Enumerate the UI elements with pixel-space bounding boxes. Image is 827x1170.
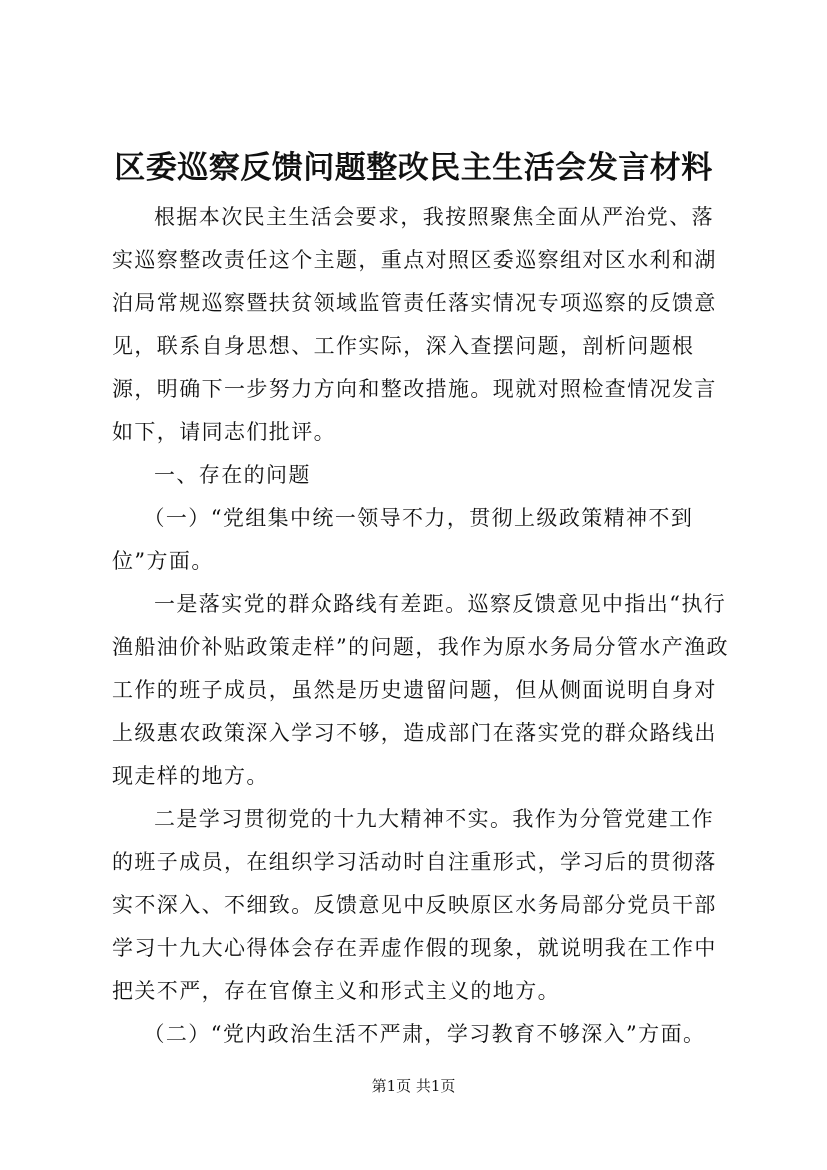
paragraph-point-2: 二是学习贯彻党的十九大精神不实。我作为分管党建工作的班子成员，在组织学习活动时自注重形式，学习后的贯彻落实不深入、不细致。反馈意见中反映原区水务局部分党员干部学习十九大心得体会存在弄虚作假的现象，就说明我在工作中把关不严，存在官僚主义和形式主义的地方。 — [112, 807, 717, 1003]
subsection-heading-2: （二）“党内政治生活不严肃，学习教育不够深入”方面。 — [143, 1022, 706, 1046]
document-title: 区委巡察反馈问题整改民主生活会发言材料 — [114, 150, 713, 186]
page-footer: 第1页 共1页 — [371, 1077, 456, 1095]
document-body — [112, 196, 732, 1056]
section-heading-problems: 一、存在的问题 — [154, 463, 311, 487]
subsection-heading-1: （一）“党组集中统一领导不力，贯彻上级政策精神不到位”方面。 — [112, 506, 694, 573]
paragraph-intro: 根据本次民主生活会要求，我按照聚焦全面从严治党、落实巡察整改责任这个主题，重点对照区委巡察组对区水利和湖泊局常规巡察暨扶贫领域监管责任落实情况专项巡察的反馈意见，联系自身思想、工作实际，深入查摆问题，剖析问题根源，明确下一步努力方向和整改措施。现就对照检查情况发言如下，请同志们批评。 — [112, 205, 717, 444]
paragraph-point-1: 一是落实党的群众路线有差距。巡察反馈意见中指出“执行渔船油价补贴政策走样”的问题，我作为原水务局分管水产渔政工作的班子成员，虽然是历史遗留问题，但从侧面说明自身对上级惠农政策深入学习不够，造成部门在落实党的群众路线出现走样的地方。 — [112, 592, 729, 788]
